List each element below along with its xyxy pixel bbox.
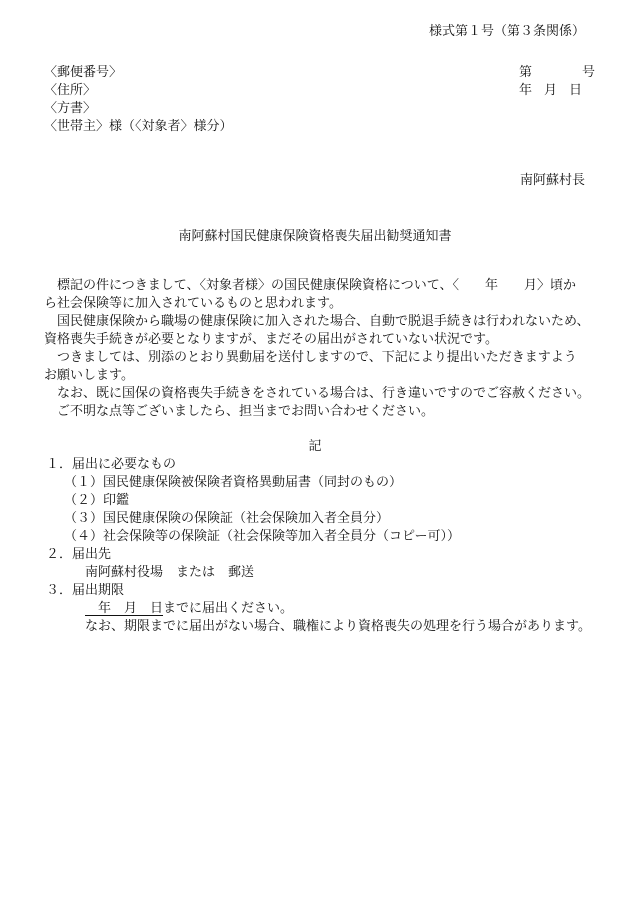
section-label: 届出期限 (72, 583, 125, 598)
addressee-field: 〈世帯主〉様（〈対象者〉様分） (44, 119, 233, 134)
date-month: 月 (544, 83, 558, 98)
body-line: なお、既に国保の資格喪失手続きをされている場合は、行き違いですのでご容赦ください。 (57, 386, 591, 401)
document-number-prefix: 第 (519, 65, 533, 80)
ki-heading: 記 (308, 439, 322, 454)
body-line: 資格喪失手続きが必要となりますが、まだその届出がされていない状況です。 (44, 332, 498, 347)
document-title: 南阿蘇村国民健康保険資格喪失届出勧奨通知書 (178, 229, 452, 244)
date-year: 年 (519, 83, 533, 98)
document-number-suffix: 号 (582, 65, 596, 80)
deadline-text: までに届出ください。 (163, 601, 294, 616)
address-field: 〈住所〉 (44, 83, 97, 98)
section-number: ３． (46, 583, 73, 598)
required-item: （２）印鑑 (64, 493, 130, 508)
issue-date (519, 82, 582, 100)
required-item: （３）国民健康保険の保険証（社会保険加入者全員分） (64, 511, 390, 526)
postal-code-field: 〈郵便番号〉 (44, 65, 123, 80)
required-item: （４）社会保険等の保険証（社会保険等加入者全員分（コピー可）） (64, 529, 460, 544)
body-line: ご不明な点等ございましたら、担当までお問い合わせください。 (57, 404, 435, 419)
section-label: 届出に必要なもの (72, 457, 177, 472)
deadline-note: なお、期限までに届出がない場合、職権により資格喪失の処理を行う場合があります。 (85, 619, 591, 634)
section-number: ２． (46, 547, 73, 562)
body-line: 標記の件につきまして、〈対象者様〉の国民健康保険資格について、〈 年 月〉頃か (57, 278, 576, 293)
document-number (519, 64, 595, 82)
body-line: つきましては、別添のとおり異動届を送付しますので、下記により提出いただきますよう (57, 350, 577, 365)
section-label: 届出先 (72, 547, 112, 562)
body-line: ら社会保険等に加入されているものと思われます。 (44, 296, 342, 311)
section-3 (46, 582, 124, 600)
body-line: 国民健康保険から職場の健康保険に加入された場合、自動で脱退手続きは行われないため、 (57, 314, 590, 329)
section-2 (46, 546, 111, 564)
form-number: 様式第１号（第３条関係） (428, 24, 585, 39)
deadline-line (85, 600, 293, 618)
required-item: （１）国民健康保険被保険者資格異動届書（同封のもの） (64, 475, 403, 490)
section-number: １． (46, 457, 73, 472)
sender: 南阿蘇村長 (519, 173, 585, 188)
submission-destination: 南阿蘇村役場 または 郵送 (85, 565, 255, 580)
date-day: 日 (569, 83, 583, 98)
section-1 (46, 456, 176, 474)
care-of-field: 〈方書〉 (44, 101, 97, 116)
deadline-date: 年 月 日 (85, 601, 164, 616)
body-line: お願いします。 (44, 368, 134, 383)
